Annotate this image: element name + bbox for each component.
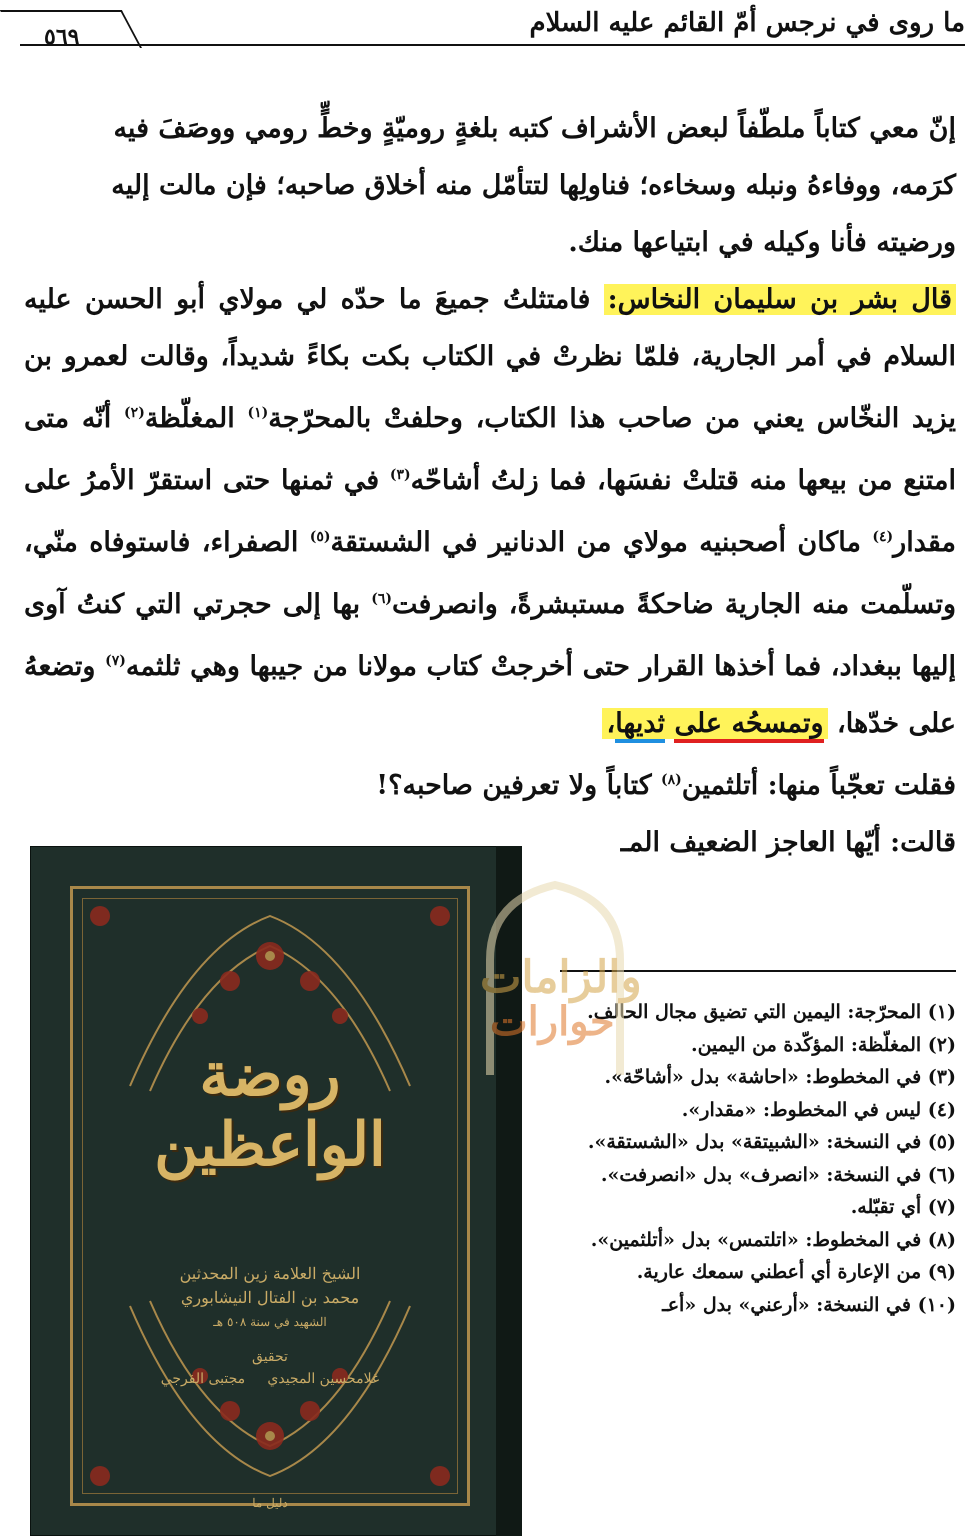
cover-title: روضة الواعظين [154, 1040, 386, 1180]
paragraph-3 [24, 752, 956, 814]
text-span: الصفراء، فاستوفاه منّي، وتسلّمت منه الجارية ضاحكةً مستبشرةً، وانصرفت [24, 527, 956, 620]
text-span: في ثمنها حتى استقرّ الأمرُ على مقدار [24, 465, 956, 558]
page-number: ٥٦٩ [44, 24, 80, 50]
footnote-ref: (٨) [661, 772, 682, 788]
footnote-ref: (١) [247, 405, 269, 421]
main-text [24, 100, 956, 871]
header-rule [20, 44, 965, 46]
footnote-ref: (٤) [872, 529, 894, 545]
footnote: (٦) في النسخة: «انصرف» بدل «انصرفت». [600, 1163, 956, 1186]
red-underlined-text: وتمسحُه على [674, 708, 823, 743]
watermark-text: والزامات [480, 952, 642, 1003]
editors-label: تحقيق [252, 1349, 288, 1365]
footnote-ref: (٧) [105, 653, 126, 669]
cover-editors [120, 1346, 420, 1390]
text-line: إنّ معي كتاباً ملطّفاً لبعض الأشراف كتبه بلغةٍ روميّةٍ وخطٍّ رومي ووصَفَ فيه [113, 113, 956, 144]
footnote: (٥) في النسخة: «الشبيتقة» بدل «الشستقة». [587, 1131, 956, 1153]
text-line: ورضيته فأنا وكيله في ابتياعها منك. [568, 227, 956, 258]
footnote: (٧) أي تقبّله. [850, 1196, 956, 1218]
footnote-ref: (٣) [389, 467, 411, 483]
blue-underlined-text: ثديها [615, 708, 665, 743]
text-line: كرَمه، ووفاءهُ ونبله وسخاءه؛ فناولِها لتتأمّل منه أخلاق صاحبه؛ فإن مالت إليه [111, 170, 956, 201]
footnote: (٢) المغلّظة: المؤكّدة من اليمين. [690, 1033, 956, 1056]
page-header [20, 0, 965, 64]
highlighted-phrase [602, 708, 827, 739]
footnote: (٣) في المخطوط: «احاشة» بدل «أشاحّة». [604, 1066, 956, 1088]
footnote: (٤) ليس في المخطوط: «مقدار». [681, 1098, 956, 1121]
text-span: ماكان أصحبنيه مولاي من الدنانير في الشستقة [330, 527, 861, 558]
text-span: بها إلى حجرتي التي كنتُ آوى إليها ببغداد، فما أخذها القرار حتى أخرجتْ كتاب مولانا من جيبها وهي ثلثمه [24, 589, 957, 682]
footnote: (١٠) في النسخة: «أرعني» بدل «أعـ [662, 1293, 956, 1316]
footnote-ref: (٦) [371, 591, 392, 607]
text-span: المغلّظة [144, 403, 235, 434]
author-line: محمد بن الفتال النيشابوري [180, 1288, 360, 1307]
text-span: أنّه متى امتنع من بيعها منه قتلتْ نفسَها، فما زلتُ أشاحّه [24, 403, 956, 496]
text-span: وتضعهُ على خدّها، [24, 651, 956, 739]
paragraph-4: قالت: أيّها العاجز الضعيف المـ [620, 827, 956, 858]
footnote: (١) المحرّجة: اليمين التي تضيق مجال الحالف. [587, 1001, 956, 1023]
watermark [470, 880, 640, 1080]
footnote-ref: (٢) [124, 405, 145, 421]
paragraph-2 [24, 271, 956, 752]
highlighted-speaker: قال بشر بن سليمان النخاس: [604, 284, 956, 315]
author-line: الشهيد في سنة ٥٠٨ هـ [213, 1315, 327, 1329]
footnote-ref: (٥) [309, 529, 331, 545]
text-span: فقلت تعجّباً منها: أتلثمين [681, 770, 956, 801]
author-line: الشيخ العلامة زين المحدثين [179, 1264, 361, 1283]
chapter-title: ما روى في نرجس أمّ القائم عليه السلام [529, 8, 965, 38]
text-span: كتاباً ولا تعرفين صاحبه؟! [376, 770, 652, 801]
editor-names [120, 1368, 420, 1390]
comma: ، [606, 708, 616, 739]
watermark-text: حوارات [490, 998, 615, 1045]
cover-author [120, 1262, 420, 1334]
book-cover-image [30, 846, 522, 1536]
cover-publisher: دليل ما [252, 1496, 288, 1510]
editor-name: مجتبى الفرجي [160, 1371, 246, 1387]
text-span: فامتثلتُ جميعَ ما حدّه لي مولاي أبو الحسن عليه السلام في أمر الجارية، فلمّا نظرتْ في الكتاب بكت بكاءً شديداً، وقالت لعمرو بن يزيد النخّاس يعني من صاحب هذا الكتاب، وحلفتْ بالمحرّجة [24, 284, 956, 434]
footnote: (٨) في المخطوط: «اتلتمس» بدل «أتلثمين». [590, 1228, 956, 1251]
footnote: (٩) من الإعارة أي أعطني سمعك عارية. [636, 1261, 956, 1283]
arabesque-ornament-icon [70, 886, 470, 1506]
editor-name: غلامحسين المجيدي [267, 1371, 380, 1387]
